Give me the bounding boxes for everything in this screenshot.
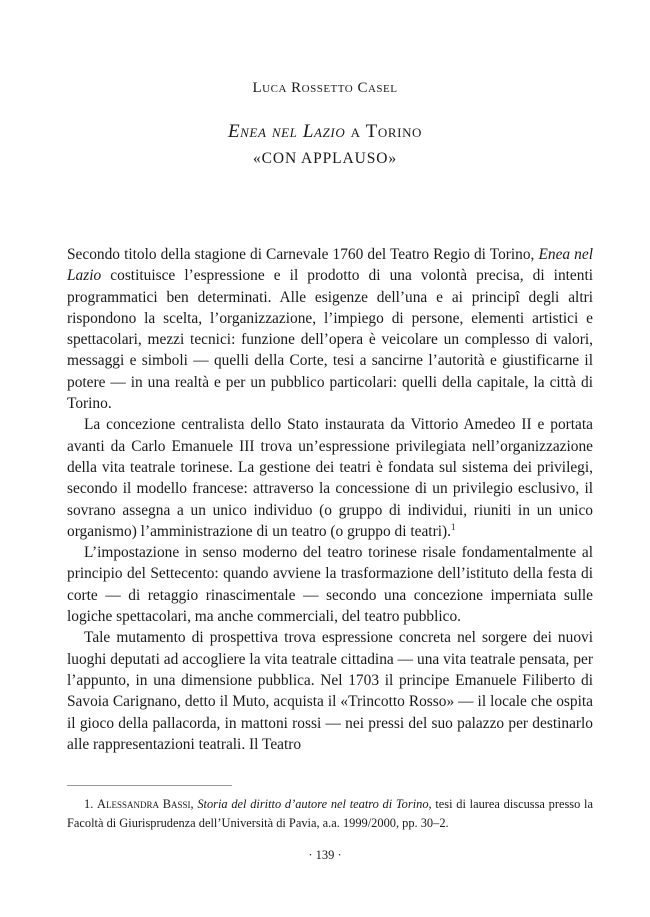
title-connector: a <box>345 121 366 142</box>
paragraph-text: La concezione centralista dello Stato instaurata da Vittorio Amedeo II e portata avanti da Carlo Emanuele III trova un’espressione privilegiata nell’organizzazione della vita teatrale torinese. La gestione dei teatri è fondata sul sistema dei privilegi, secondo il modello francese: attraverso la concessione di un privilegio esclusivo, il sovrano assegna a un unico individuo (o gruppo di individui, riuniti in un unico organismo) l’amministrazione di un teatro (o gruppo di teatri). <box>67 416 593 540</box>
paragraph-3 <box>67 542 593 627</box>
essay-title <box>0 121 650 143</box>
paragraph-1 <box>67 244 593 414</box>
footnote-marker[interactable]: 1 <box>450 521 456 532</box>
footnote <box>67 795 593 833</box>
footnote-divider <box>67 785 232 786</box>
paragraph-text: Tale mutamento di prospettiva trova espressione concreta nel sorgere dei nuovi luoghi deputati ad accogliere la vita teatrale cittadina — una vita teatrale pensata, per l’appunto, in una dimensione pubblica. Nel 1703 il principe Emanuele Filiberto di Savoia Carignano, detto il Muto, acquista il «Trincotto Rosso» — il locale che ospita il gioco della pallacorda, in mattoni rossi — nei pressi del suo palazzo per destinarlo alle rappresentazioni teatrali. Il Teatro <box>67 629 593 753</box>
author-name: Luca Rossetto Casel <box>252 80 398 96</box>
paragraph-2 <box>67 414 593 542</box>
title-city: Torino <box>365 121 423 142</box>
footnote-text: , tesi di laurea discussa presso la Facoltà di Giurisprudenza dell’Università di Pavia, a.a. 1999/2000, pp. 30–2. <box>67 797 593 830</box>
essay-subtitle: «CON APPLAUSO» <box>253 150 397 167</box>
paragraph-text: costituisce l’espressione e il prodotto di una volontà precisa, di intenti programmatici ben determinati. Alle esigenze dell’una e ai principî degli altri rispondono la scelta, l’organizzazione, l’impiego di persone, elementi artistici e spettacolari, mezzi tecnici: funzione dell’opera è veicolare un complesso di valori, messaggi e simboli — quelli della Corte, tesi a sancirne l’autorità e giustificarne il potere — in una realtà e per un pubblico particolari: quelli della capitale, la città di Torino. <box>67 267 593 413</box>
paragraph-text: L’impostazione in senso moderno del teatro torinese risale fondamentalmente al principio del Settecento: quando avviene la trasformazione dell’istituto della festa di corte — di retaggio rinascimentale — secondo una concezione imperniata sulle logiche spettacolari, ma anche commerciali, del teatro pubblico. <box>67 544 593 626</box>
paragraph-text: Secondo titolo della stagione di Carnevale 1760 del Teatro Regio di Torino, <box>67 246 539 263</box>
footnote-number: 1. <box>84 797 94 811</box>
footnote-work-title: Storia del diritto d’autore nel teatro di Torino <box>197 797 429 811</box>
opera-title: Enea nel Lazio <box>67 246 593 285</box>
page-number: · 139 · <box>308 848 342 862</box>
title-italic-part: Enea nel Lazio <box>227 121 346 142</box>
body-text <box>67 244 593 755</box>
footnote-author: Alessandra Bassi <box>97 797 191 811</box>
paragraph-4 <box>67 627 593 755</box>
footnote-separator: , <box>190 797 198 811</box>
